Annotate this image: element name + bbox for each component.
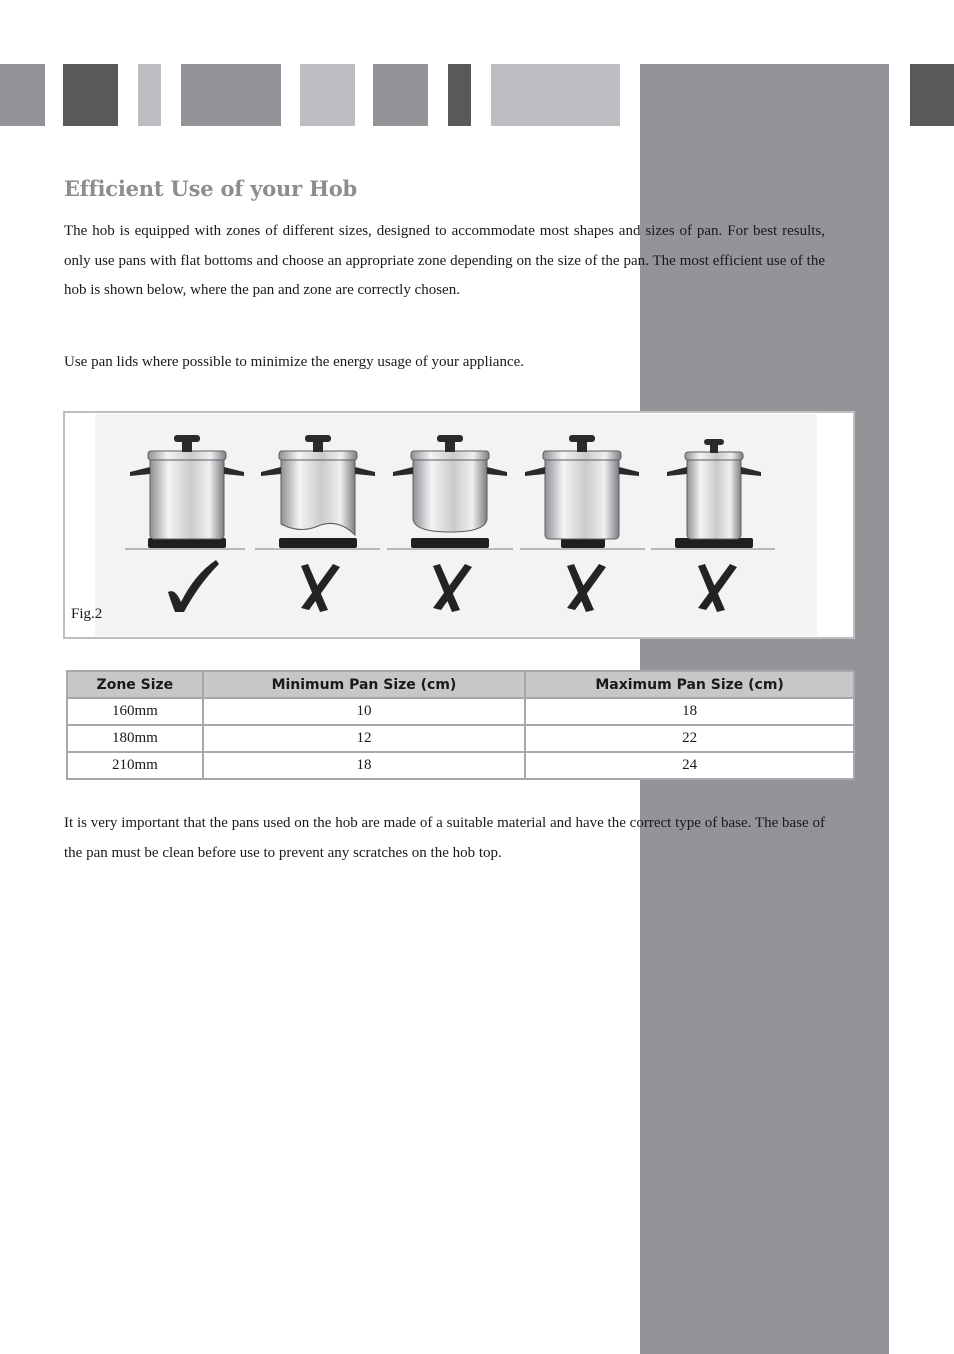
column-header: Zone Size [67,671,203,698]
pan-rounded-base [387,435,513,549]
intro-paragraph: The hob is equipped with zones of different sizes, designed to accommodate most shapes and sizes of pan. For best results, only use pans with flat bottoms and choose an appropriate zone depending on the size of the pan. The most efficient use of the hob is shown below, where the pan and zone are correctly chosen. [64,223,825,298]
pan-warped-base [255,435,380,549]
pan-zone-too-small [520,435,645,549]
check-icon [168,560,219,612]
table-header-row [67,671,854,698]
header-block [373,64,428,126]
pan-figure [63,411,855,639]
table-cell: 10 [203,698,525,725]
table-row [67,698,854,725]
header-block [910,64,954,126]
cross-icon [301,564,340,612]
table-cell: 22 [525,725,854,752]
table-cell: 18 [203,752,525,779]
header-block [63,64,118,126]
header-block [181,64,281,126]
header-block [448,64,471,126]
cross-icon [698,564,737,612]
table-cell: 18 [525,698,854,725]
cross-icon [433,564,472,612]
header-block [138,64,161,126]
pan-size-table [66,670,855,780]
lids-paragraph: Use pan lids where possible to minimize the energy usage of your appliance. [64,354,525,370]
column-header: Maximum Pan Size (cm) [525,671,854,698]
table-cell: 180mm [67,725,203,752]
table-row [67,725,854,752]
table-cell: 210mm [67,752,203,779]
table-cell: 160mm [67,698,203,725]
pan-correct [125,435,245,549]
closing-paragraph: It is very important that the pans used on the hob are made of a suitable material and have the correct type of base. The base of the pan must be clean before use to prevent any scratches on the hob top. [64,815,825,861]
pan-too-small [651,439,775,549]
cross-icon [567,564,606,612]
page-title: Efficient Use of your Hob [64,176,357,201]
table-cell: 24 [525,752,854,779]
pan-illustration [95,414,817,636]
column-header: Minimum Pan Size (cm) [203,671,525,698]
table-cell: 12 [203,725,525,752]
figure-caption: Fig.2 [71,606,103,622]
table-row [67,752,854,779]
header-block [300,64,355,126]
header-block [0,64,45,126]
header-block [491,64,620,126]
